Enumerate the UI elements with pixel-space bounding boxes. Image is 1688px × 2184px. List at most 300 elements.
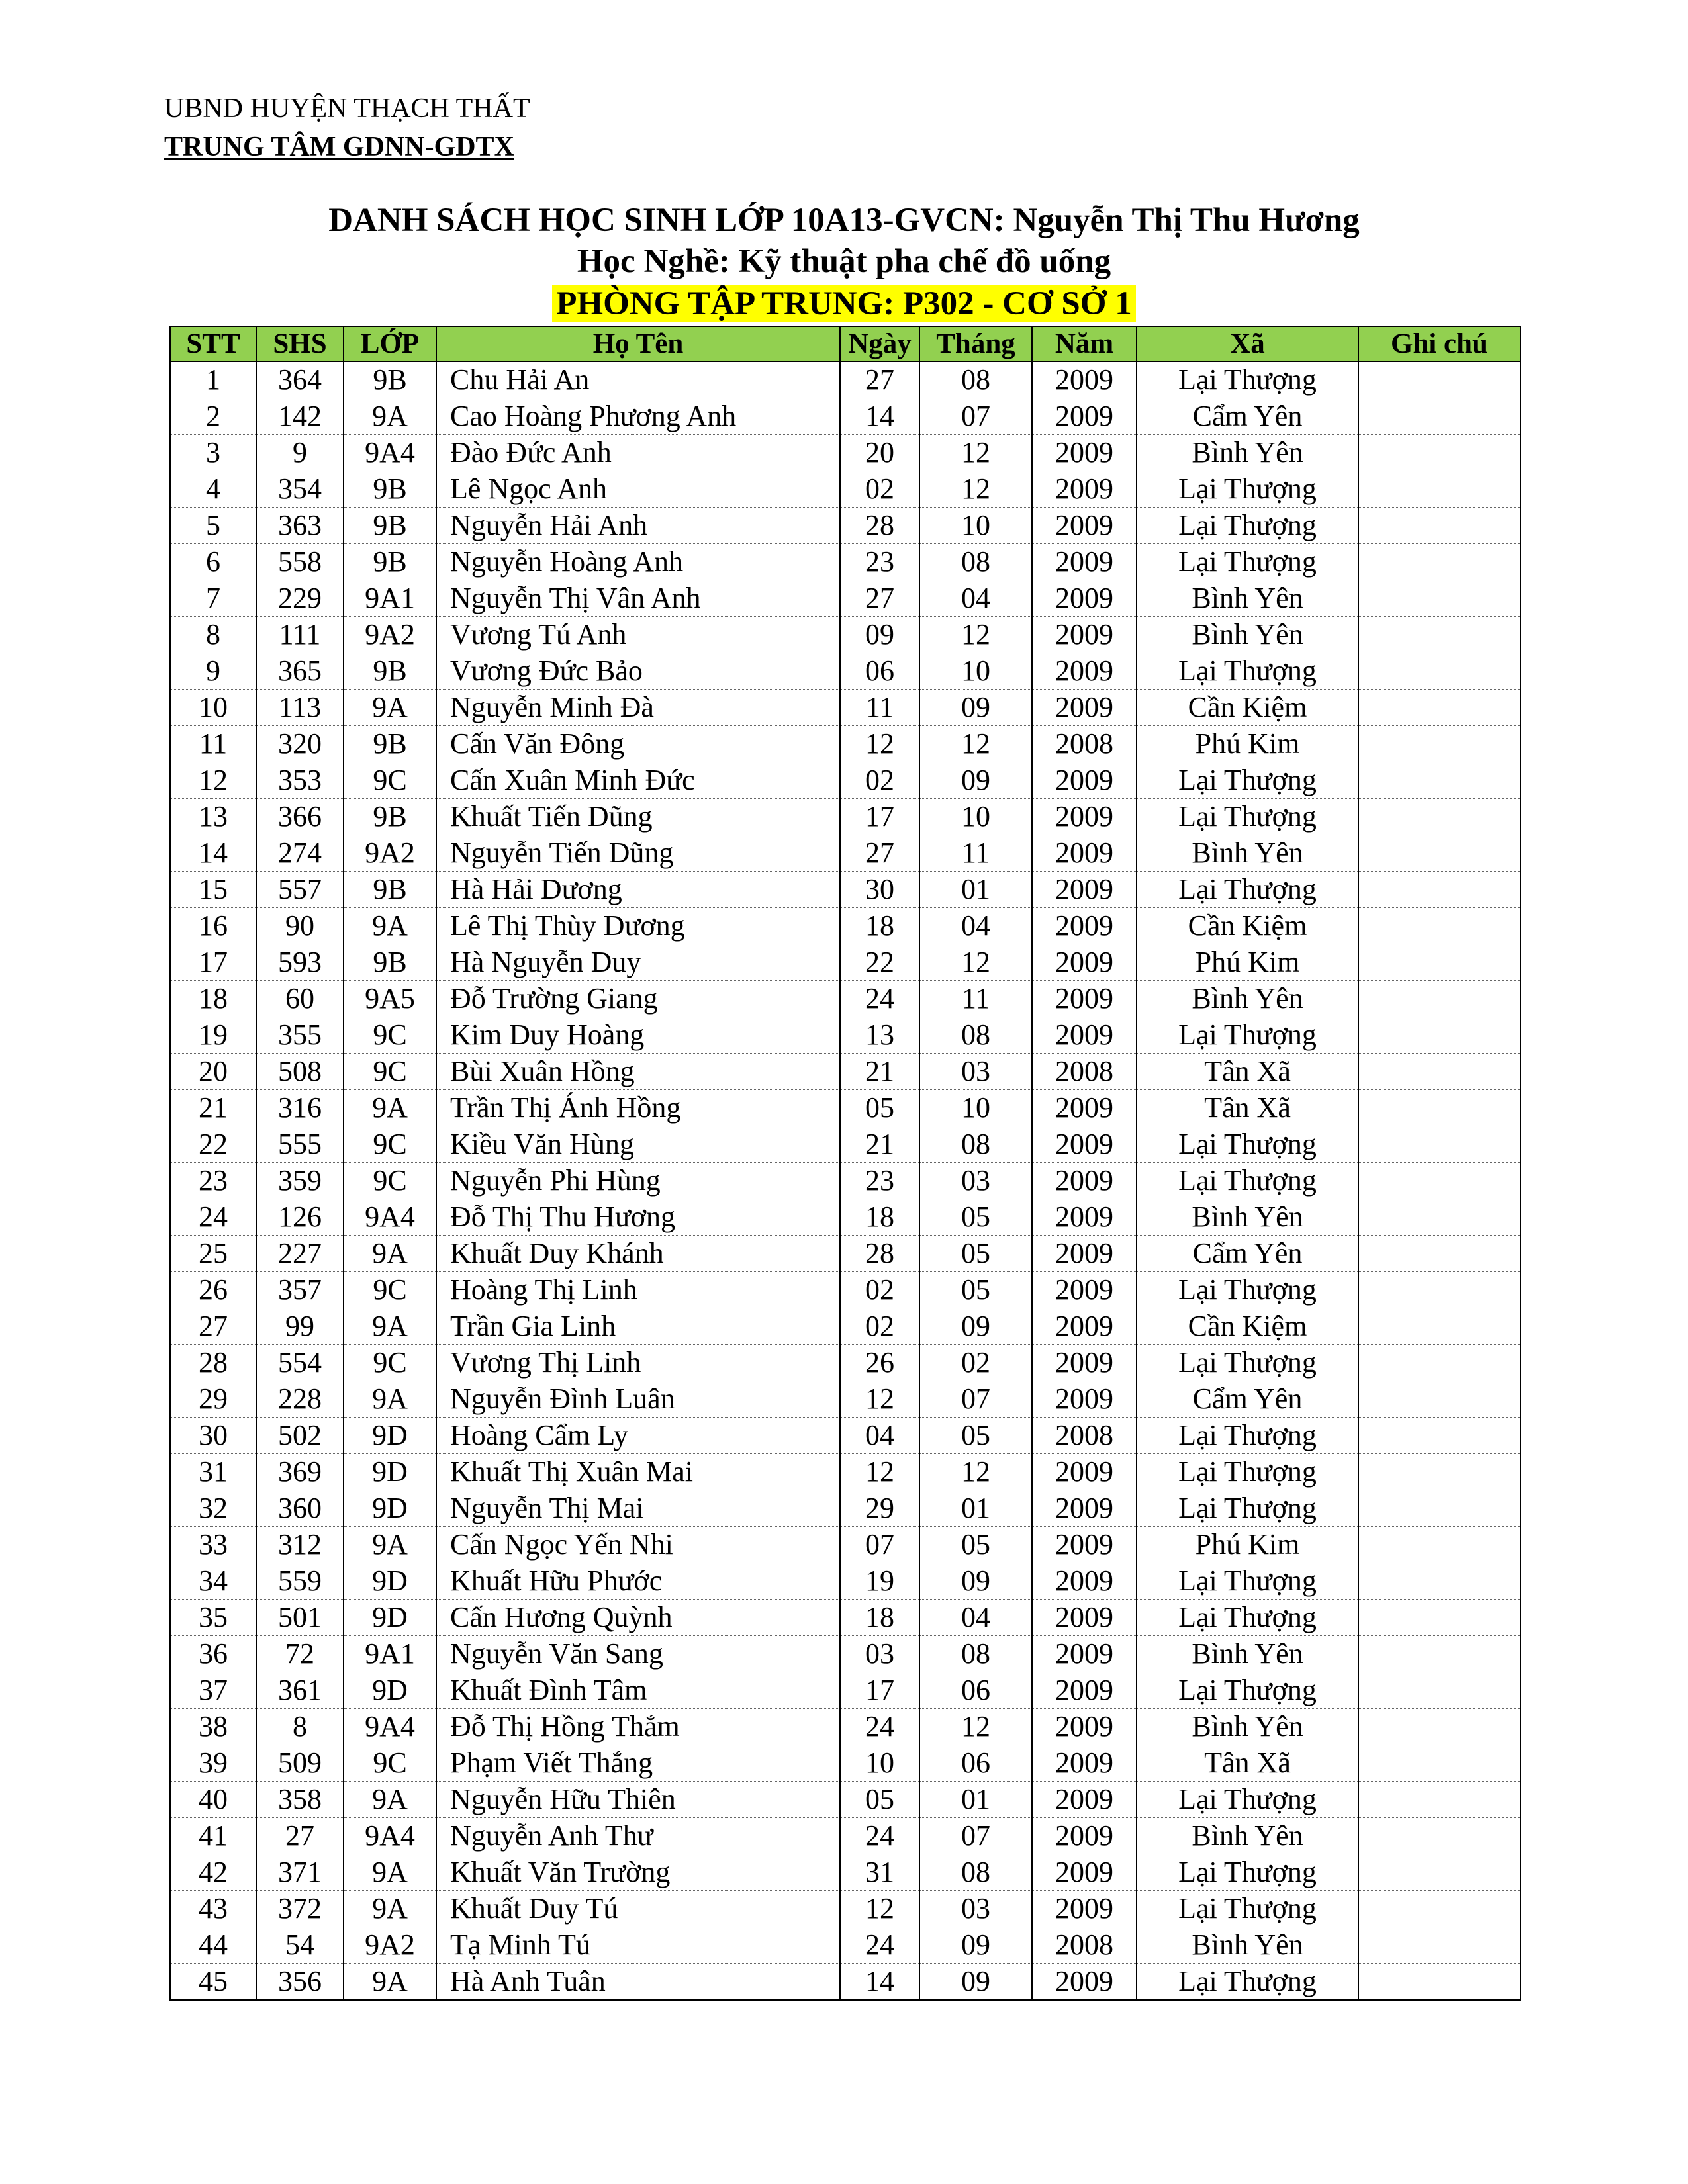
table-row bbox=[170, 361, 1521, 398]
col-stt-cell: 7 bbox=[170, 580, 256, 617]
col-class-cell: 9B bbox=[344, 799, 436, 835]
col-day-cell: 03 bbox=[840, 1636, 919, 1672]
col-commune-cell: Lại Thượng bbox=[1137, 872, 1358, 908]
col-note-cell bbox=[1358, 908, 1521, 944]
table-row bbox=[170, 1600, 1521, 1636]
col-commune-cell: Lại Thượng bbox=[1137, 1563, 1358, 1600]
table-row bbox=[170, 617, 1521, 653]
col-full-name-cell: Nguyễn Hải Anh bbox=[436, 508, 840, 544]
table-row bbox=[170, 690, 1521, 726]
col-commune-cell: Lại Thượng bbox=[1137, 508, 1358, 544]
col-commune-cell: Cẩm Yên bbox=[1137, 1381, 1358, 1418]
col-note-cell bbox=[1358, 1782, 1521, 1818]
col-shs-cell: 54 bbox=[256, 1927, 344, 1964]
col-shs-cell: 558 bbox=[256, 544, 344, 580]
table-row bbox=[170, 1636, 1521, 1672]
col-full-name-cell: Đỗ Thị Hồng Thắm bbox=[436, 1709, 840, 1745]
col-month-cell: 12 bbox=[919, 726, 1032, 762]
col-stt-cell: 18 bbox=[170, 981, 256, 1017]
col-class-cell: 9A2 bbox=[344, 835, 436, 872]
col-month-cell: 08 bbox=[919, 1017, 1032, 1054]
col-class-cell: 9A bbox=[344, 398, 436, 435]
col-commune-cell: Lại Thượng bbox=[1137, 544, 1358, 580]
col-year-cell: 2009 bbox=[1032, 471, 1137, 508]
col-month-cell: 03 bbox=[919, 1163, 1032, 1199]
col-year-cell: 2009 bbox=[1032, 1964, 1137, 2001]
col-day-cell: 24 bbox=[840, 981, 919, 1017]
col-note-cell bbox=[1358, 726, 1521, 762]
table-row bbox=[170, 1672, 1521, 1709]
col-commune-cell: Lại Thượng bbox=[1137, 361, 1358, 398]
table-row bbox=[170, 1272, 1521, 1308]
col-commune-cell: Lại Thượng bbox=[1137, 1126, 1358, 1163]
col-full-name-cell: Vương Đức Bảo bbox=[436, 653, 840, 690]
center-name: TRUNG TÂM GDNN-GDTX bbox=[164, 132, 514, 162]
col-stt-cell: 24 bbox=[170, 1199, 256, 1236]
col-note-cell bbox=[1358, 617, 1521, 653]
col-note-cell bbox=[1358, 435, 1521, 471]
col-month-cell: 10 bbox=[919, 799, 1032, 835]
col-stt-cell: 4 bbox=[170, 471, 256, 508]
table-row bbox=[170, 726, 1521, 762]
col-year-cell: 2009 bbox=[1032, 1308, 1137, 1345]
table-row bbox=[170, 835, 1521, 872]
col-class-cell: 9D bbox=[344, 1490, 436, 1527]
col-day-cell: 07 bbox=[840, 1527, 919, 1563]
col-stt-cell: 27 bbox=[170, 1308, 256, 1345]
col-month-cell: 12 bbox=[919, 1454, 1032, 1490]
col-note-cell bbox=[1358, 1199, 1521, 1236]
col-class-cell: 9C bbox=[344, 762, 436, 799]
col-month-cell: 12 bbox=[919, 435, 1032, 471]
col-shs-cell: 274 bbox=[256, 835, 344, 872]
col-day-cell: 26 bbox=[840, 1345, 919, 1381]
col-day-cell: 02 bbox=[840, 1272, 919, 1308]
col-note-cell bbox=[1358, 1490, 1521, 1527]
col-month-cell: 05 bbox=[919, 1527, 1032, 1563]
col-month-cell: 04 bbox=[919, 580, 1032, 617]
col-full-name-cell: Nguyễn Anh Thư bbox=[436, 1818, 840, 1854]
col-shs-cell: 113 bbox=[256, 690, 344, 726]
col-month-cell: 10 bbox=[919, 1090, 1032, 1126]
col-month-cell: 12 bbox=[919, 1709, 1032, 1745]
col-stt-cell: 17 bbox=[170, 944, 256, 981]
col-note-cell bbox=[1358, 1636, 1521, 1672]
col-shs-cell: 555 bbox=[256, 1126, 344, 1163]
col-full-name-cell: Hà Hải Dương bbox=[436, 872, 840, 908]
col-month-cell: 08 bbox=[919, 1126, 1032, 1163]
col-commune-cell: Tân Xã bbox=[1137, 1090, 1358, 1126]
col-commune-cell: Cẩm Yên bbox=[1137, 1236, 1358, 1272]
col-shs-cell: 369 bbox=[256, 1454, 344, 1490]
col-commune-cell: Lại Thượng bbox=[1137, 1672, 1358, 1709]
col-stt-cell: 44 bbox=[170, 1927, 256, 1964]
col-note-cell bbox=[1358, 1527, 1521, 1563]
col-shs-cell: 354 bbox=[256, 471, 344, 508]
col-note-cell bbox=[1358, 361, 1521, 398]
col-year-cell: 2009 bbox=[1032, 1782, 1137, 1818]
col-day-cell: 24 bbox=[840, 1818, 919, 1854]
col-stt-cell: 23 bbox=[170, 1163, 256, 1199]
room-highlight: PHÒNG TẬP TRUNG: P302 - CƠ SỞ 1 bbox=[552, 285, 1135, 322]
col-full-name-cell: Nguyễn Hữu Thiên bbox=[436, 1782, 840, 1818]
table-row bbox=[170, 1163, 1521, 1199]
col-year-cell: 2009 bbox=[1032, 1017, 1137, 1054]
col-stt-cell: 29 bbox=[170, 1381, 256, 1418]
col-class-cell: 9D bbox=[344, 1454, 436, 1490]
col-year-cell: 2009 bbox=[1032, 653, 1137, 690]
col-class-cell: 9A bbox=[344, 1090, 436, 1126]
col-month-cell: 11 bbox=[919, 835, 1032, 872]
col-note-cell bbox=[1358, 1600, 1521, 1636]
col-full-name-cell: Khuất Đình Tâm bbox=[436, 1672, 840, 1709]
col-class-cell: 9A4 bbox=[344, 1199, 436, 1236]
col-note-cell bbox=[1358, 1381, 1521, 1418]
col-stt-cell: 26 bbox=[170, 1272, 256, 1308]
col-year-cell: 2009 bbox=[1032, 1672, 1137, 1709]
col-full-name-cell: Cấn Xuân Minh Đức bbox=[436, 762, 840, 799]
col-day-cell: 06 bbox=[840, 653, 919, 690]
table-row bbox=[170, 1017, 1521, 1054]
col-class-cell: 9B bbox=[344, 508, 436, 544]
col-year-cell: 2009 bbox=[1032, 1563, 1137, 1600]
col-day-cell: 18 bbox=[840, 1199, 919, 1236]
col-full-name-cell: Cao Hoàng Phương Anh bbox=[436, 398, 840, 435]
table-row bbox=[170, 762, 1521, 799]
table-row bbox=[170, 1308, 1521, 1345]
col-year-cell: 2009 bbox=[1032, 361, 1137, 398]
col-stt-cell: 40 bbox=[170, 1782, 256, 1818]
col-commune-cell: Lại Thượng bbox=[1137, 1272, 1358, 1308]
col-class-cell: 9D bbox=[344, 1672, 436, 1709]
col-full-name-cell: Trần Gia Linh bbox=[436, 1308, 840, 1345]
col-note-cell bbox=[1358, 799, 1521, 835]
col-stt-cell: 21 bbox=[170, 1090, 256, 1126]
col-shs-cell: 60 bbox=[256, 981, 344, 1017]
col-commune-cell: Phú Kim bbox=[1137, 1527, 1358, 1563]
col-commune-cell: Lại Thượng bbox=[1137, 799, 1358, 835]
col-shs-cell: 99 bbox=[256, 1308, 344, 1345]
col-stt-cell: 16 bbox=[170, 908, 256, 944]
col-year-cell: 2009 bbox=[1032, 544, 1137, 580]
col-commune-cell: Bình Yên bbox=[1137, 1709, 1358, 1745]
col-note-cell bbox=[1358, 1090, 1521, 1126]
col-full-name-cell: Đào Đức Anh bbox=[436, 435, 840, 471]
col-month-cell: 01 bbox=[919, 1782, 1032, 1818]
col-note-cell bbox=[1358, 1891, 1521, 1927]
col-month-cell: 10 bbox=[919, 508, 1032, 544]
col-full-name-cell: Đỗ Thị Thu Hương bbox=[436, 1199, 840, 1236]
col-day-cell: 13 bbox=[840, 1017, 919, 1054]
col-month-cell: 05 bbox=[919, 1272, 1032, 1308]
col-year-cell: 2009 bbox=[1032, 580, 1137, 617]
col-class-cell: 9B bbox=[344, 544, 436, 580]
col-commune-cell: Lại Thượng bbox=[1137, 653, 1358, 690]
col-year-cell: 2009 bbox=[1032, 762, 1137, 799]
col-day-cell: 14 bbox=[840, 398, 919, 435]
col-commune-cell: Cần Kiệm bbox=[1137, 908, 1358, 944]
col-year-cell: 2008 bbox=[1032, 726, 1137, 762]
col-shs-cell: 312 bbox=[256, 1527, 344, 1563]
col-commune-cell: Lại Thượng bbox=[1137, 1490, 1358, 1527]
col-year-cell: 2009 bbox=[1032, 508, 1137, 544]
col-commune-cell: Lại Thượng bbox=[1137, 1854, 1358, 1891]
col-stt-cell: 33 bbox=[170, 1527, 256, 1563]
col-day-cell: 09 bbox=[840, 617, 919, 653]
col-full-name-cell: Lê Thị Thùy Dương bbox=[436, 908, 840, 944]
col-note-cell bbox=[1358, 944, 1521, 981]
col-month-cell: 03 bbox=[919, 1054, 1032, 1090]
col-note-cell bbox=[1358, 580, 1521, 617]
table-row bbox=[170, 1927, 1521, 1964]
col-stt-cell: 22 bbox=[170, 1126, 256, 1163]
col-stt-cell: 31 bbox=[170, 1454, 256, 1490]
col-month-cell: 04 bbox=[919, 1600, 1032, 1636]
col-full-name-cell: Nguyễn Phi Hùng bbox=[436, 1163, 840, 1199]
col-full-name-cell: Nguyễn Thị Mai bbox=[436, 1490, 840, 1527]
col-day-cell: 21 bbox=[840, 1126, 919, 1163]
col-note-cell bbox=[1358, 1163, 1521, 1199]
col-commune-cell: Bình Yên bbox=[1137, 617, 1358, 653]
col-full-name-cell: Kiều Văn Hùng bbox=[436, 1126, 840, 1163]
col-month-cell: 12 bbox=[919, 471, 1032, 508]
col-month-cell: 09 bbox=[919, 690, 1032, 726]
table-row bbox=[170, 944, 1521, 981]
col-shs-cell: 365 bbox=[256, 653, 344, 690]
col-stt-cell: 34 bbox=[170, 1563, 256, 1600]
col-note-cell bbox=[1358, 762, 1521, 799]
col-month-cell: 03 bbox=[919, 1891, 1032, 1927]
col-year-cell: 2009 bbox=[1032, 1163, 1137, 1199]
col-year-cell: 2009 bbox=[1032, 1090, 1137, 1126]
col-day-cell: 05 bbox=[840, 1782, 919, 1818]
col-note-cell bbox=[1358, 544, 1521, 580]
col-year-cell: 2009 bbox=[1032, 690, 1137, 726]
table-row bbox=[170, 1418, 1521, 1454]
col-day-cell: 02 bbox=[840, 471, 919, 508]
col-full-name-cell: Nguyễn Đình Luân bbox=[436, 1381, 840, 1418]
col-full-name-cell: Nguyễn Văn Sang bbox=[436, 1636, 840, 1672]
col-full-name-cell: Nguyễn Tiến Dũng bbox=[436, 835, 840, 872]
table-row bbox=[170, 1454, 1521, 1490]
col-day-cell: 30 bbox=[840, 872, 919, 908]
col-year-cell: 2009 bbox=[1032, 1272, 1137, 1308]
col-commune-cell: Bình Yên bbox=[1137, 1818, 1358, 1854]
table-row bbox=[170, 872, 1521, 908]
col-commune-cell: Lại Thượng bbox=[1137, 1891, 1358, 1927]
col-shs-cell: 593 bbox=[256, 944, 344, 981]
col-year-cell: 2009 bbox=[1032, 944, 1137, 981]
col-full-name-cell: Cấn Ngọc Yến Nhi bbox=[436, 1527, 840, 1563]
col-note-cell bbox=[1358, 1672, 1521, 1709]
col-class-header: LỚP bbox=[344, 326, 436, 361]
col-shs-cell: 501 bbox=[256, 1600, 344, 1636]
org-name: UBND HUYỆN THẠCH THẤT bbox=[164, 93, 530, 124]
table-row bbox=[170, 1126, 1521, 1163]
col-note-cell bbox=[1358, 1745, 1521, 1782]
col-full-name-cell: Khuất Thị Xuân Mai bbox=[436, 1454, 840, 1490]
col-stt-cell: 30 bbox=[170, 1418, 256, 1454]
col-stt-cell: 1 bbox=[170, 361, 256, 398]
col-commune-cell: Lại Thượng bbox=[1137, 1964, 1358, 2001]
table-row bbox=[170, 471, 1521, 508]
col-year-cell: 2009 bbox=[1032, 398, 1137, 435]
col-full-name-cell: Lê Ngọc Anh bbox=[436, 471, 840, 508]
table-row bbox=[170, 435, 1521, 471]
col-year-cell: 2009 bbox=[1032, 1199, 1137, 1236]
col-note-cell bbox=[1358, 1308, 1521, 1345]
col-stt-cell: 9 bbox=[170, 653, 256, 690]
col-month-cell: 02 bbox=[919, 1345, 1032, 1381]
col-year-cell: 2009 bbox=[1032, 1454, 1137, 1490]
col-shs-cell: 366 bbox=[256, 799, 344, 835]
col-month-cell: 01 bbox=[919, 872, 1032, 908]
col-stt-cell: 25 bbox=[170, 1236, 256, 1272]
col-stt-cell: 32 bbox=[170, 1490, 256, 1527]
col-day-cell: 27 bbox=[840, 835, 919, 872]
col-shs-cell: 126 bbox=[256, 1199, 344, 1236]
col-year-cell: 2008 bbox=[1032, 1054, 1137, 1090]
table-row bbox=[170, 1891, 1521, 1927]
col-stt-cell: 10 bbox=[170, 690, 256, 726]
col-full-name-cell: Cấn Hương Quỳnh bbox=[436, 1600, 840, 1636]
col-day-cell: 02 bbox=[840, 1308, 919, 1345]
col-note-cell bbox=[1358, 1272, 1521, 1308]
col-class-cell: 9C bbox=[344, 1054, 436, 1090]
col-note-cell bbox=[1358, 1454, 1521, 1490]
col-full-name-cell: Nguyễn Hoàng Anh bbox=[436, 544, 840, 580]
col-month-cell: 09 bbox=[919, 1308, 1032, 1345]
col-shs-cell: 353 bbox=[256, 762, 344, 799]
col-commune-cell: Cần Kiệm bbox=[1137, 690, 1358, 726]
col-class-cell: 9A bbox=[344, 690, 436, 726]
col-shs-cell: 356 bbox=[256, 1964, 344, 2001]
col-stt-cell: 6 bbox=[170, 544, 256, 580]
col-day-cell: 24 bbox=[840, 1927, 919, 1964]
col-note-cell bbox=[1358, 1927, 1521, 1964]
table-row bbox=[170, 398, 1521, 435]
col-class-cell: 9A bbox=[344, 1308, 436, 1345]
col-year-cell: 2009 bbox=[1032, 1600, 1137, 1636]
col-stt-cell: 11 bbox=[170, 726, 256, 762]
col-day-cell: 18 bbox=[840, 908, 919, 944]
col-day-cell: 22 bbox=[840, 944, 919, 981]
col-stt-cell: 37 bbox=[170, 1672, 256, 1709]
col-commune-cell: Lại Thượng bbox=[1137, 1454, 1358, 1490]
col-note-cell bbox=[1358, 398, 1521, 435]
col-note-cell bbox=[1358, 835, 1521, 872]
col-class-cell: 9B bbox=[344, 361, 436, 398]
col-commune-cell: Cẩm Yên bbox=[1137, 398, 1358, 435]
col-full-name-cell: Hoàng Thị Linh bbox=[436, 1272, 840, 1308]
col-shs-cell: 90 bbox=[256, 908, 344, 944]
col-shs-cell: 502 bbox=[256, 1418, 344, 1454]
col-full-name-cell: Nguyễn Thị Vân Anh bbox=[436, 580, 840, 617]
col-shs-cell: 227 bbox=[256, 1236, 344, 1272]
col-day-cell: 23 bbox=[840, 1163, 919, 1199]
col-full-name-cell: Tạ Minh Tú bbox=[436, 1927, 840, 1964]
col-commune-cell: Lại Thượng bbox=[1137, 1163, 1358, 1199]
col-stt-cell: 13 bbox=[170, 799, 256, 835]
col-class-cell: 9B bbox=[344, 726, 436, 762]
col-class-cell: 9C bbox=[344, 1745, 436, 1782]
col-year-cell: 2009 bbox=[1032, 1636, 1137, 1672]
col-note-cell bbox=[1358, 508, 1521, 544]
col-shs-cell: 320 bbox=[256, 726, 344, 762]
col-year-cell: 2009 bbox=[1032, 908, 1137, 944]
col-month-cell: 07 bbox=[919, 1818, 1032, 1854]
col-commune-cell: Bình Yên bbox=[1137, 981, 1358, 1017]
col-year-cell: 2009 bbox=[1032, 981, 1137, 1017]
col-class-cell: 9A bbox=[344, 1381, 436, 1418]
col-month-cell: 07 bbox=[919, 398, 1032, 435]
col-day-cell: 21 bbox=[840, 1054, 919, 1090]
col-stt-cell: 15 bbox=[170, 872, 256, 908]
col-class-cell: 9A1 bbox=[344, 1636, 436, 1672]
col-day-cell: 04 bbox=[840, 1418, 919, 1454]
col-commune-cell: Bình Yên bbox=[1137, 1636, 1358, 1672]
col-full-name-cell: Cấn Văn Đông bbox=[436, 726, 840, 762]
col-commune-cell: Lại Thượng bbox=[1137, 1600, 1358, 1636]
col-day-cell: 24 bbox=[840, 1709, 919, 1745]
col-month-cell: 07 bbox=[919, 1381, 1032, 1418]
col-stt-cell: 8 bbox=[170, 617, 256, 653]
col-month-cell: 08 bbox=[919, 544, 1032, 580]
col-shs-cell: 229 bbox=[256, 580, 344, 617]
col-year-cell: 2009 bbox=[1032, 1527, 1137, 1563]
col-stt-cell: 36 bbox=[170, 1636, 256, 1672]
col-year-cell: 2009 bbox=[1032, 1236, 1137, 1272]
col-note-cell bbox=[1358, 1818, 1521, 1854]
col-class-cell: 9A2 bbox=[344, 1927, 436, 1964]
col-shs-cell: 357 bbox=[256, 1272, 344, 1308]
col-stt-cell: 43 bbox=[170, 1891, 256, 1927]
col-year-cell: 2009 bbox=[1032, 435, 1137, 471]
col-class-cell: 9A bbox=[344, 1527, 436, 1563]
col-full-name-cell: Hà Anh Tuân bbox=[436, 1964, 840, 2001]
col-shs-cell: 316 bbox=[256, 1090, 344, 1126]
col-year-cell: 2009 bbox=[1032, 1490, 1137, 1527]
col-note-cell bbox=[1358, 1017, 1521, 1054]
col-commune-cell: Bình Yên bbox=[1137, 835, 1358, 872]
col-commune-header: Xã bbox=[1137, 326, 1358, 361]
col-year-cell: 2009 bbox=[1032, 1345, 1137, 1381]
table-body bbox=[170, 361, 1521, 2000]
table-row bbox=[170, 1782, 1521, 1818]
col-commune-cell: Lại Thượng bbox=[1137, 471, 1358, 508]
col-year-cell: 2009 bbox=[1032, 1854, 1137, 1891]
col-note-cell bbox=[1358, 1418, 1521, 1454]
col-full-name-cell: Vương Thị Linh bbox=[436, 1345, 840, 1381]
col-day-cell: 18 bbox=[840, 1600, 919, 1636]
table-row bbox=[170, 653, 1521, 690]
col-full-name-cell: Hoàng Cẩm Ly bbox=[436, 1418, 840, 1454]
col-class-cell: 9B bbox=[344, 872, 436, 908]
table-row bbox=[170, 1818, 1521, 1854]
col-full-name-cell: Khuất Duy Khánh bbox=[436, 1236, 840, 1272]
col-month-cell: 09 bbox=[919, 1563, 1032, 1600]
col-full-name-cell: Chu Hải An bbox=[436, 361, 840, 398]
col-full-name-cell: Khuất Văn Trường bbox=[436, 1854, 840, 1891]
col-shs-cell: 557 bbox=[256, 872, 344, 908]
col-year-cell: 2009 bbox=[1032, 1381, 1137, 1418]
col-month-cell: 09 bbox=[919, 762, 1032, 799]
col-month-cell: 09 bbox=[919, 1927, 1032, 1964]
col-commune-cell: Tân Xã bbox=[1137, 1054, 1358, 1090]
col-note-cell bbox=[1358, 653, 1521, 690]
col-day-cell: 14 bbox=[840, 1964, 919, 2001]
student-table bbox=[169, 326, 1521, 2001]
